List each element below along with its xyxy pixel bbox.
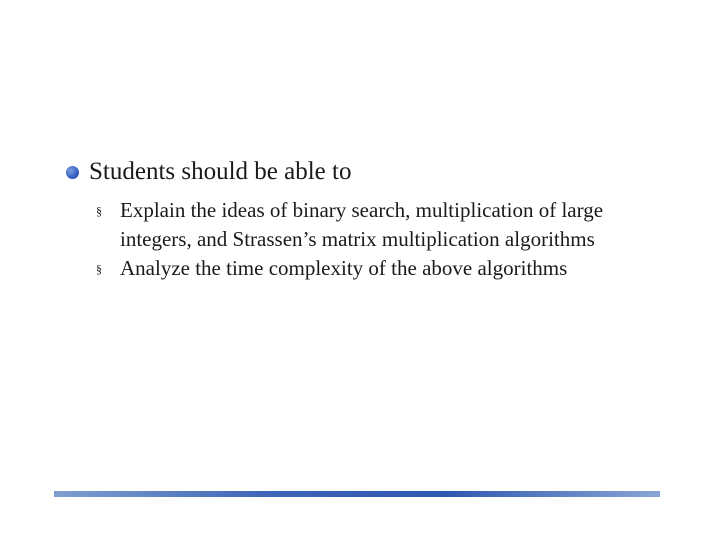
bullet-list (66, 156, 666, 299)
square-bullet-icon: § (96, 204, 102, 218)
sub-bullet-item-explain (96, 196, 640, 254)
blue-dot-icon (66, 166, 79, 179)
square-bullet-icon: § (96, 262, 102, 276)
sub-bullet-text: Explain the ideas of binary search, multiplication of large integers, and Strassen’s matrix multiplication algorithms (120, 198, 604, 251)
sub-bullet-list (96, 196, 666, 283)
bullet-item-students (66, 156, 666, 188)
bottom-divider-line (54, 491, 660, 497)
sub-bullet-item-analyze (96, 254, 640, 283)
sub-bullet-text: Analyze the time complexity of the above algorithms (120, 256, 568, 280)
bullet-text: Students should be able to (89, 158, 352, 185)
